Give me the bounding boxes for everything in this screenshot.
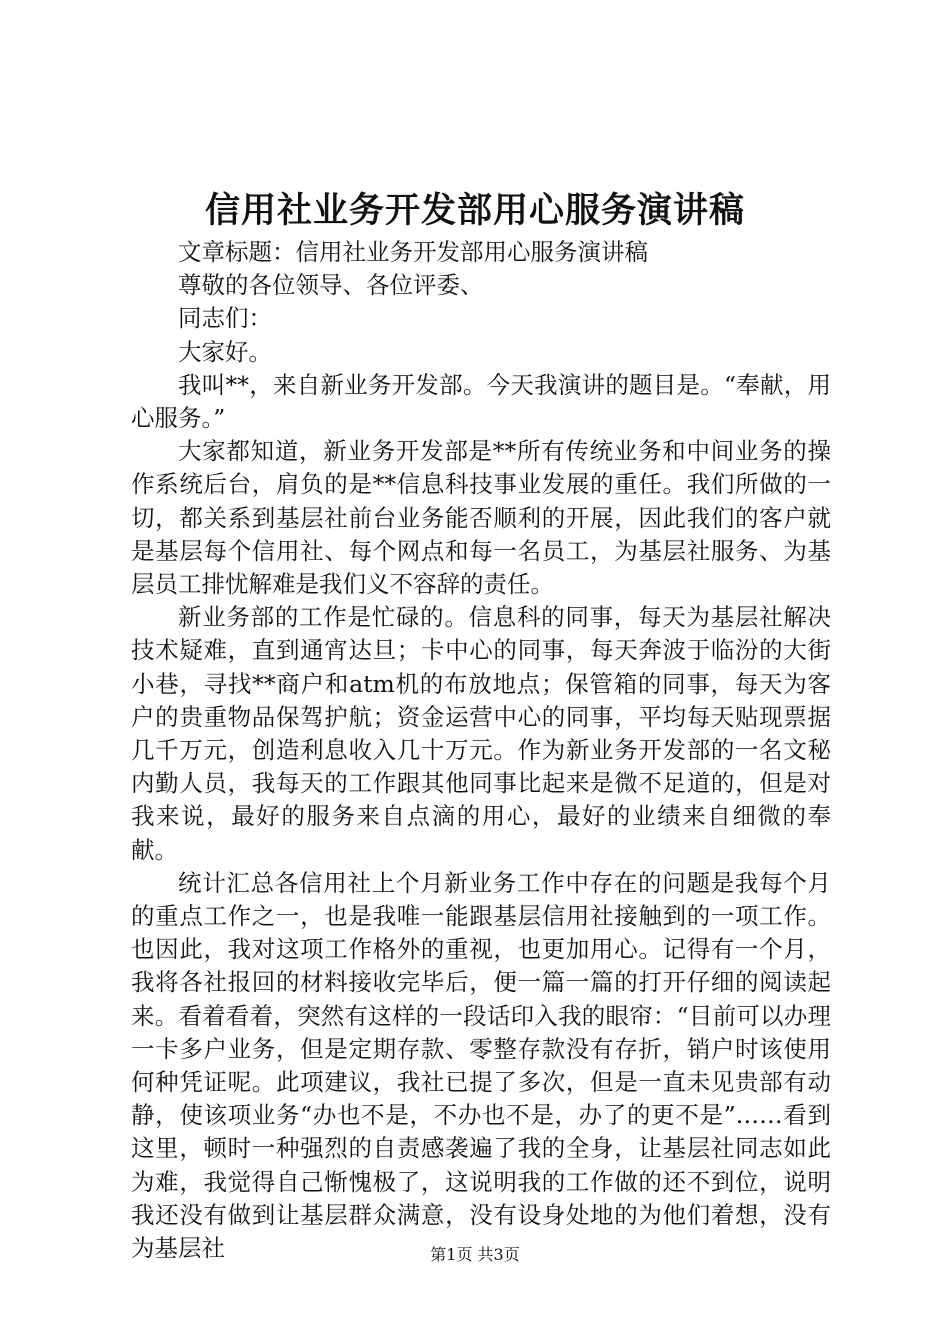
page-number-footer: 第1页 共3页: [430, 1245, 520, 1264]
body-paragraph: 大家都知道，新业务开发部是**所有传统业务和中间业务的操作系统后台，肩负的是**信息科技事业发展的重任。我们所做的一切，都关系到基层社前台业务能否顺利的开展，因此我们的客户就是基层每个信用社、每个网点和每一名员工，为基层社服务、为基层员工排忧解难是我们义不容辞的责任。: [131, 437, 831, 599]
salutation-line-2: 同志们：: [178, 304, 272, 333]
article-title-line: 文章标题：信用社业务开发部用心服务演讲稿: [178, 238, 648, 266]
body-paragraph: 统计汇总各信用社上个月新业务工作中存在的问题是我每个月的重点工作之一，也是我唯一能跟基层信用社接触到的一项工作。也因此，我对这项工作格外的重视，也更加用心。记得有一个月，我将各社报回的材料接收完毕后，便一篇一篇的打开仔细的阅读起来。看着看着，突然有这样的一段话印入我的眼帘：“目前可以办理一卡多户业务，但是定期存款、零整存款没有存折，销户时该使用何种凭证呢。此项建议，我社已提了多次，但是一直未见贵部有动静，使该项业务“办也不是，不办也不是，办了的更不是”……看到这里，顿时一种强烈的自责感袭遍了我的全身，让基层社同志如此为难，我觉得自己惭愧极了，这说明我的工作做的还不到位，说明我还没有做到让基层群众满意，没有设身处地的为他们着想，没有为基层社: [131, 868, 831, 1263]
salutation-line-1: 尊敬的各位领导、各位评委、: [178, 271, 484, 300]
body-paragraph: 我叫**，来自新业务开发部。今天我演讲的题目是。“奉献，用心服务。”: [131, 370, 831, 433]
document-title: 信用社业务开发部用心服务演讲稿: [204, 190, 745, 231]
body-paragraph: 新业务部的工作是忙碌的。信息科的同事，每天为基层社解决技术疑难，直到通宵达旦；卡中心的同事，每天奔波于临汾的大街小巷，寻找**商户和atm机的布放地点；保管箱的同事，每天为客户的贵重物品保驾护航；资金运营中心的同事，平均每天贴现票据几千万元，创造利息收入几十万元。作为新业务开发部的一名文秘内勤人员，我每天的工作跟其他同事比起来是微不足道的，但是对我来说，最好的服务来自点滴的用心，最好的业绩来自细微的奉献。: [131, 603, 831, 864]
greeting-line: 大家好。: [178, 337, 272, 366]
document-body: [131, 236, 831, 1265]
